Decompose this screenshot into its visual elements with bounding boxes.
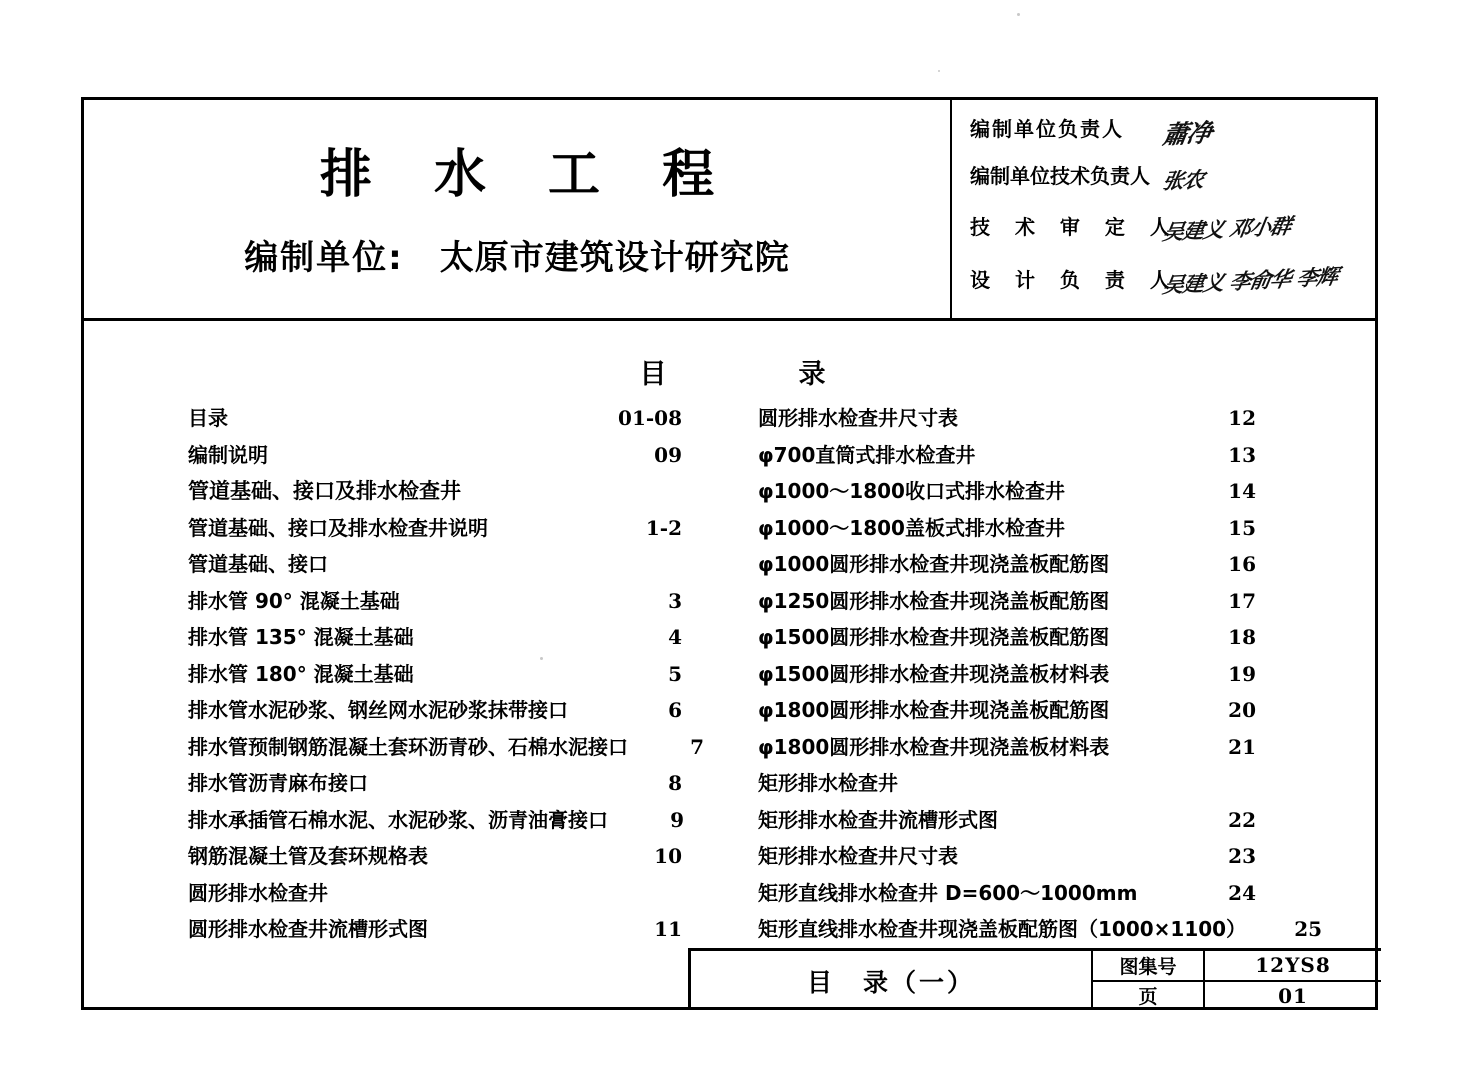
toc-entry-page: 21	[1194, 735, 1256, 759]
toc-entry[interactable]	[758, 402, 1256, 439]
scan-speckle	[1017, 13, 1020, 16]
toc-entry-page: 01-08	[618, 406, 682, 430]
toc-entry-page: 8	[620, 771, 682, 795]
toc-leader-dots	[438, 935, 616, 936]
handwritten-signature: 张农	[1160, 166, 1206, 194]
toc-entry-label: φ1500圆形排水检查井现浇盖板配筋图	[758, 621, 1115, 650]
toc-entry-page: 18	[1194, 625, 1256, 649]
toc-entry[interactable]	[188, 731, 704, 768]
toc-entry[interactable]	[188, 512, 682, 549]
header-band	[84, 100, 1375, 318]
signature-row	[952, 202, 1381, 249]
toc-entry[interactable]	[188, 804, 682, 841]
toc-entry-page: 20	[1194, 698, 1256, 722]
title-block	[688, 948, 1381, 1010]
toc-section-heading[interactable]	[188, 475, 682, 512]
toc-entry-page: 16	[1194, 552, 1256, 576]
atlas-number-value: 12YS8	[1255, 953, 1331, 978]
toc-entry[interactable]	[188, 840, 682, 877]
toc-entry-page: 4	[620, 625, 682, 649]
toc-leader-dots	[238, 424, 614, 425]
compiling-unit-label: 编制单位:	[244, 238, 404, 278]
compiling-unit-value: 太原市建筑设计研究院	[439, 238, 790, 278]
toc-entry-page: 12	[1194, 406, 1256, 430]
toc-entry[interactable]	[758, 439, 1256, 476]
handwritten-signature: 蕭净	[1160, 117, 1214, 150]
toc-entry[interactable]	[758, 767, 1256, 804]
toc-entry-page: 1-2	[620, 516, 682, 540]
toc-entry-page: 13	[1194, 443, 1256, 467]
page-number-value: 01	[1278, 983, 1308, 1008]
atlas-number-label: 图集号	[1093, 951, 1205, 980]
signature-label: 技 术 审 定 人	[970, 215, 1179, 239]
toc-entry[interactable]	[758, 548, 1256, 585]
toc-entry[interactable]	[758, 621, 1256, 658]
toc-entry[interactable]	[188, 439, 682, 476]
drawing-sheet-frame	[81, 97, 1378, 1010]
toc-entry[interactable]	[188, 585, 682, 622]
toc-leader-dots	[378, 789, 616, 790]
signature-row	[952, 151, 1381, 198]
toc-entry-label: 圆形排水检查井尺寸表	[758, 402, 964, 431]
toc-leader-dots	[1147, 899, 1190, 900]
scan-speckle	[938, 70, 940, 72]
title-area	[84, 100, 950, 318]
signature-row	[952, 255, 1381, 302]
toc-entry-page: 17	[1194, 589, 1256, 613]
toc-entry-label: 排水管 90° 混凝土基础	[188, 585, 406, 614]
compiling-unit-row	[84, 230, 950, 279]
toc-entry-label: φ1000～1800盖板式排水检查井	[758, 512, 1071, 541]
toc-entry[interactable]	[188, 877, 682, 914]
toc-leader-dots	[578, 716, 616, 717]
toc-column-right	[758, 402, 1323, 950]
toc-entry-label: φ1800圆形排水检查井现浇盖板材料表	[758, 731, 1115, 760]
toc-entry-page: 10	[620, 844, 682, 868]
toc-entry-label: φ1800圆形排水检查井现浇盖板配筋图	[758, 694, 1115, 723]
toc-entry-label: 排水管预制钢筋混凝土套环沥青砂、石棉水泥接口	[188, 731, 634, 760]
toc-entry-page: 9	[622, 808, 684, 832]
toc-entry-page: 5	[620, 662, 682, 686]
toc-leader-dots	[968, 862, 1190, 863]
toc-entry-label: 矩形直线排水检查井现浇盖板配筋图（1000×1100）	[758, 913, 1252, 942]
toc-leader-dots	[1119, 716, 1190, 717]
toc-entry-page: 7	[642, 735, 704, 759]
toc-entry-label: 排水管沥青麻布接口	[188, 767, 374, 796]
toc-entry[interactable]	[758, 913, 1323, 950]
toc-entry-page: 15	[1194, 516, 1256, 540]
toc-leader-dots	[438, 862, 616, 863]
toc-entry[interactable]	[758, 877, 1256, 914]
toc-entry-label: 钢筋混凝土管及套环规格表	[188, 840, 434, 869]
toc-entry[interactable]	[758, 694, 1256, 731]
toc-entry-label: 管道基础、接口	[188, 548, 334, 577]
atlas-number-row	[1093, 951, 1381, 982]
toc-entry-label: 圆形排水检查井	[188, 877, 334, 906]
toc-entry-page: 23	[1194, 844, 1256, 868]
handwritten-signature: 吴建义 李俞华 李辉	[1160, 263, 1340, 298]
toc-entry-label: φ1000圆形排水检查井现浇盖板配筋图	[758, 548, 1115, 577]
signature-label: 编制单位负责人	[970, 117, 1124, 141]
toc-leader-dots	[424, 680, 616, 681]
toc-entry[interactable]	[758, 585, 1256, 622]
toc-entry-label: 矩形直线排水检查井 D=600～1000mm	[758, 877, 1143, 906]
toc-entry-label: 管道基础、接口及排水检查井	[188, 475, 467, 505]
toc-leader-dots	[278, 461, 616, 462]
toc-leader-dots	[1119, 570, 1190, 571]
toc-entry-label: 排水管 135° 混凝土基础	[188, 621, 420, 650]
toc-columns	[84, 402, 1381, 941]
toc-entry-label: 矩形排水检查井流槽形式图	[758, 804, 1004, 833]
toc-entry-page: 6	[620, 698, 682, 722]
toc-entry-label: 矩形排水检查井	[758, 767, 904, 796]
toc-leader-dots	[985, 461, 1190, 462]
toc-leader-dots	[1075, 497, 1190, 498]
toc-leader-dots	[1119, 643, 1190, 644]
toc-entry-page: 09	[620, 443, 682, 467]
toc-entry-page: 11	[620, 917, 682, 941]
toc-leader-dots	[424, 643, 616, 644]
toc-entry-page: 24	[1194, 881, 1256, 905]
toc-entry[interactable]	[758, 840, 1256, 877]
toc-entry-label: 矩形排水检查井尺寸表	[758, 840, 964, 869]
toc-entry-label: 排水管 180° 混凝土基础	[188, 658, 420, 687]
toc-entry-page: 14	[1194, 479, 1256, 503]
toc-entry[interactable]	[188, 621, 682, 658]
toc-entry-label: φ1500圆形排水检查井现浇盖板材料表	[758, 658, 1115, 687]
toc-entry-page: 3	[620, 589, 682, 613]
handwritten-signature: 吴建义 邓小群	[1160, 212, 1293, 245]
title-block-codes	[1091, 951, 1381, 1010]
toc-leader-dots	[1008, 826, 1190, 827]
toc-entry-page: 19	[1194, 662, 1256, 686]
toc-entry[interactable]	[188, 548, 682, 585]
toc-entry[interactable]	[188, 767, 682, 804]
toc-leader-dots	[1119, 753, 1190, 754]
toc-entry-label: 排水管水泥砂浆、钢丝网水泥砂浆抹带接口	[188, 694, 574, 723]
toc-entry[interactable]	[188, 694, 682, 731]
toc-entry[interactable]	[758, 804, 1256, 841]
toc-entry[interactable]	[188, 913, 682, 950]
toc-entry[interactable]	[188, 658, 682, 695]
toc-entry-label: 圆形排水检查井流槽形式图	[188, 913, 434, 942]
document-title: 排 水 工 程	[319, 145, 737, 205]
toc-entry-page: 25	[1260, 917, 1322, 941]
toc-entry-label: 目录	[188, 402, 234, 431]
toc-entry[interactable]	[758, 731, 1256, 768]
drawing-name-cell: 目 录（一）	[806, 967, 975, 997]
toc-entry-label: 管道基础、接口及排水检查井说明	[188, 512, 494, 541]
contents-heading: 目 录	[639, 359, 852, 390]
toc-entry-label: φ1250圆形排水检查井现浇盖板配筋图	[758, 585, 1115, 614]
toc-entry[interactable]	[188, 402, 682, 439]
toc-leader-dots	[1119, 680, 1190, 681]
toc-entry-label: 排水承插管石棉水泥、水泥砂浆、沥青油膏接口	[188, 804, 614, 833]
toc-entry-label: φ1000～1800收口式排水检查井	[758, 475, 1071, 504]
toc-entry-label: 编制说明	[188, 439, 274, 468]
toc-leader-dots	[1075, 534, 1190, 535]
page-number-label: 页	[1093, 982, 1205, 1011]
toc-entry[interactable]	[758, 475, 1256, 512]
toc-leader-dots	[1119, 607, 1190, 608]
toc-leader-dots	[498, 534, 616, 535]
toc-entry[interactable]	[758, 512, 1256, 549]
toc-entry-page: 22	[1194, 808, 1256, 832]
toc-leader-dots	[410, 607, 616, 608]
toc-leader-dots	[968, 424, 1190, 425]
signature-label: 编制单位技术负责人	[970, 164, 1150, 188]
toc-entry[interactable]	[758, 658, 1256, 695]
page-number-row	[1093, 982, 1381, 1011]
toc-column-left	[188, 402, 704, 950]
header-horizontal-divider	[84, 318, 1375, 321]
signature-block	[952, 100, 1381, 318]
signature-row	[952, 104, 1381, 151]
toc-entry-label: φ700直筒式排水检查井	[758, 439, 981, 468]
signature-label: 设 计 负 责 人	[970, 268, 1179, 292]
